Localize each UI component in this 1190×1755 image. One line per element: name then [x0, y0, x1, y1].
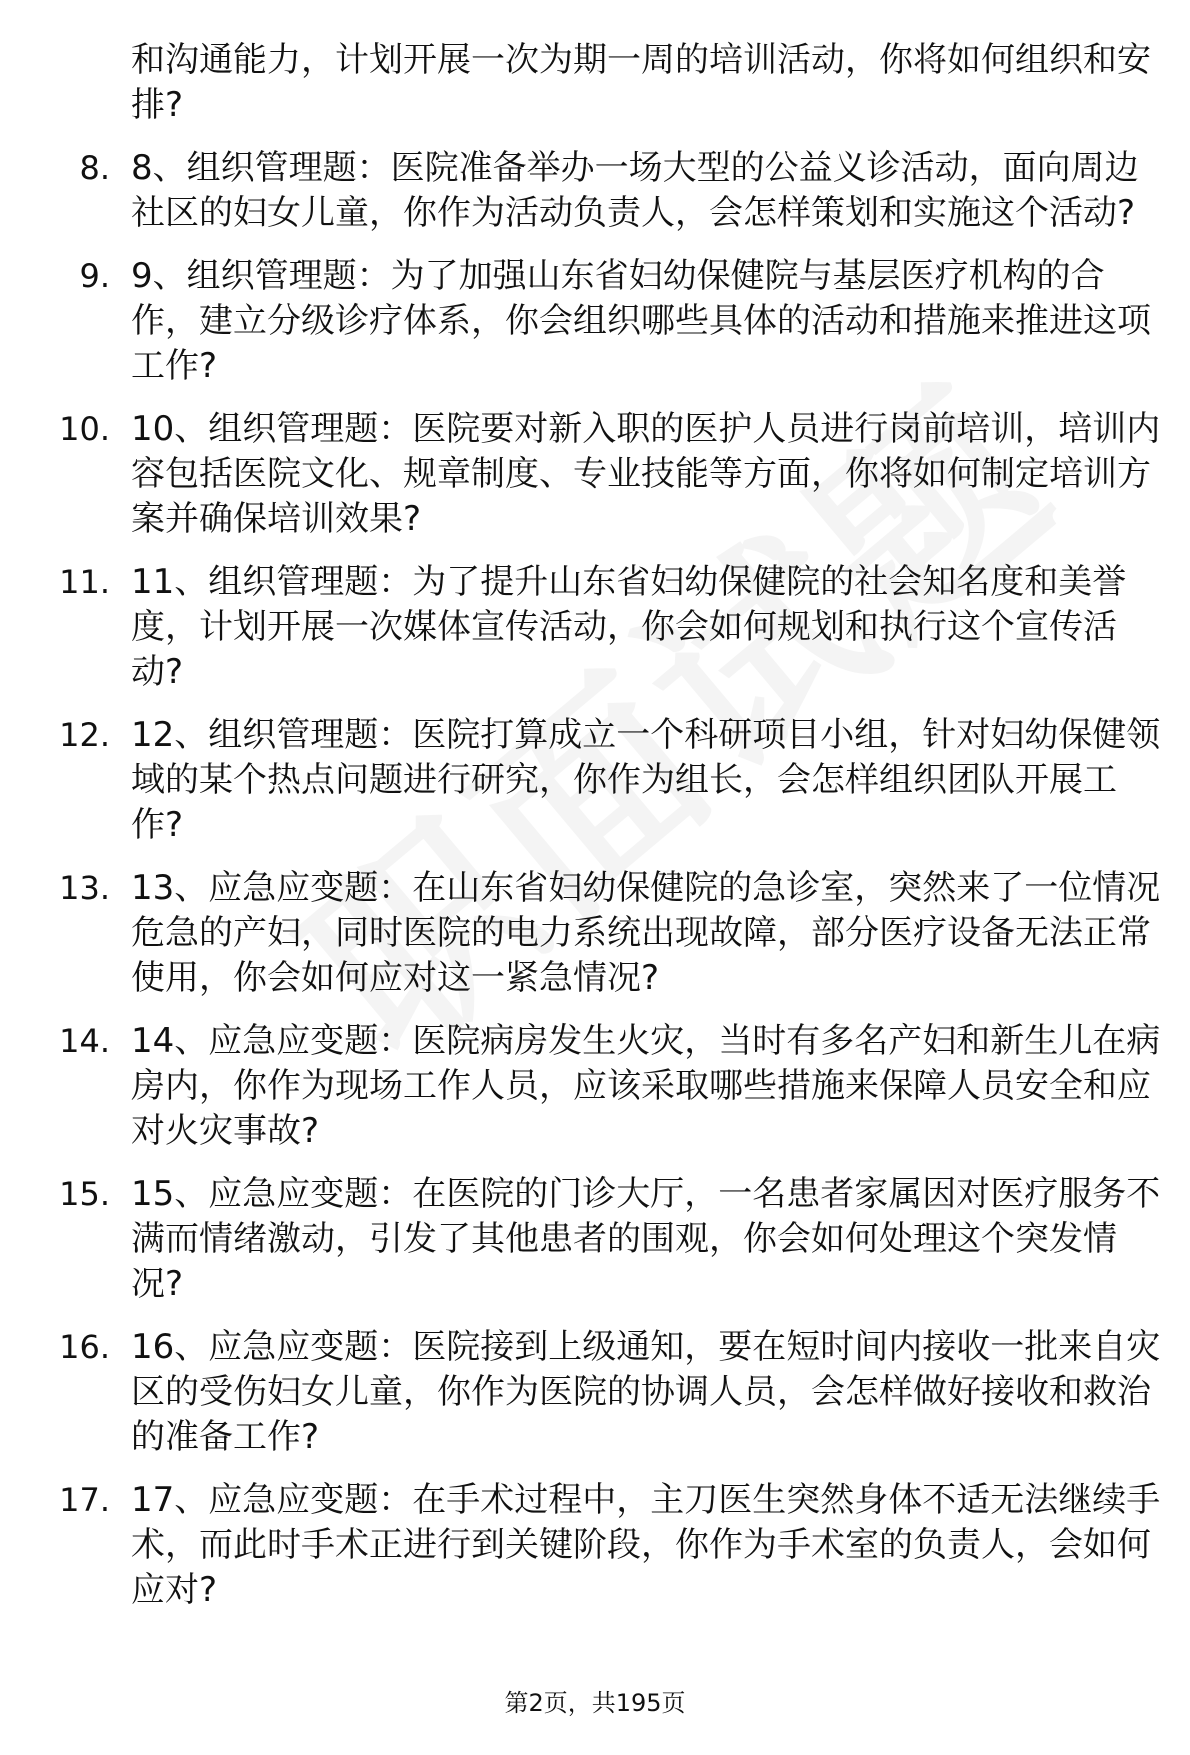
question-text: 10、组织管理题：医院要对新入职的医护人员进行岗前培训，培训内容包括医院文化、规章制度、专业技能等方面，你将如何制定培训方案并确保培训效果? [131, 409, 1161, 539]
question-number: 12. [59, 716, 110, 754]
question-text: 11、组织管理题：为了提升山东省妇幼保健院的社会知名度和美誉度，计划开展一次媒体宣传活动，你会如何规划和执行这个宣传活动? [131, 562, 1127, 692]
question-number: 16. [59, 1328, 110, 1366]
question-text: 12、组织管理题：医院打算成立一个科研项目小组，针对妇幼保健领域的某个热点问题进行研究，你作为组长，会怎样组织团队开展工作? [131, 715, 1161, 845]
question-text: 14、应急应变题：医院病房发生火灾，当时有多名产妇和新生儿在病房内，你作为现场工作人员，应该采取哪些措施来保障人员安全和应对火灾事故? [131, 1021, 1161, 1151]
question-item [0, 146, 1190, 236]
continued-question-text: 和沟通能力，计划开展一次为期一周的培训活动，你将如何组织和安排? [131, 40, 1151, 125]
page-number-label: 第2页，共195页 [504, 1689, 686, 1717]
question-text: 17、应急应变题：在手术过程中，主刀医生突然身体不适无法继续手术，而此时手术正进行到关键阶段，你作为手术室的负责人，会如何应对? [131, 1480, 1161, 1610]
question-item [0, 407, 1190, 542]
question-item [0, 1325, 1190, 1460]
question-text: 13、应急应变题：在山东省妇幼保健院的急诊室，突然来了一位情况危急的产妇，同时医院的电力系统出现故障，部分医疗设备无法正常使用，你会如何应对这一紧急情况? [131, 868, 1161, 998]
question-list [0, 146, 1190, 1613]
question-item [0, 254, 1190, 389]
question-number: 15. [59, 1175, 110, 1213]
question-text: 9、组织管理题：为了加强山东省妇幼保健院与基层医疗机构的合作，建立分级诊疗体系，你会组织哪些具体的活动和措施来推进这项工作? [131, 256, 1151, 386]
question-item [0, 713, 1190, 848]
question-item [0, 1478, 1190, 1613]
question-number: 13. [59, 869, 110, 907]
question-number: 11. [59, 563, 110, 601]
question-number: 8. [79, 149, 110, 187]
question-item [0, 1172, 1190, 1307]
question-number: 10. [59, 410, 110, 448]
question-text: 8、组织管理题：医院准备举办一场大型的公益义诊活动，面向周边社区的妇女儿童，你作为活动负责人，会怎样策划和实施这个活动? [131, 148, 1139, 233]
page-footer [0, 1688, 1190, 1718]
question-item [0, 1019, 1190, 1154]
question-number: 14. [59, 1022, 110, 1060]
question-item [0, 560, 1190, 695]
content [0, 38, 1190, 1631]
question-text: 16、应急应变题：医院接到上级通知，要在短时间内接收一批来自灾区的受伤妇女儿童，你作为医院的协调人员，会怎样做好接收和救治的准备工作? [131, 1327, 1161, 1457]
question-number: 9. [79, 257, 110, 295]
question-number: 17. [59, 1481, 110, 1519]
question-item [0, 866, 1190, 1001]
question-text: 15、应急应变题：在医院的门诊大厅，一名患者家属因对医疗服务不满而情绪激动，引发了其他患者的围观，你会如何处理这个突发情况? [131, 1174, 1161, 1304]
